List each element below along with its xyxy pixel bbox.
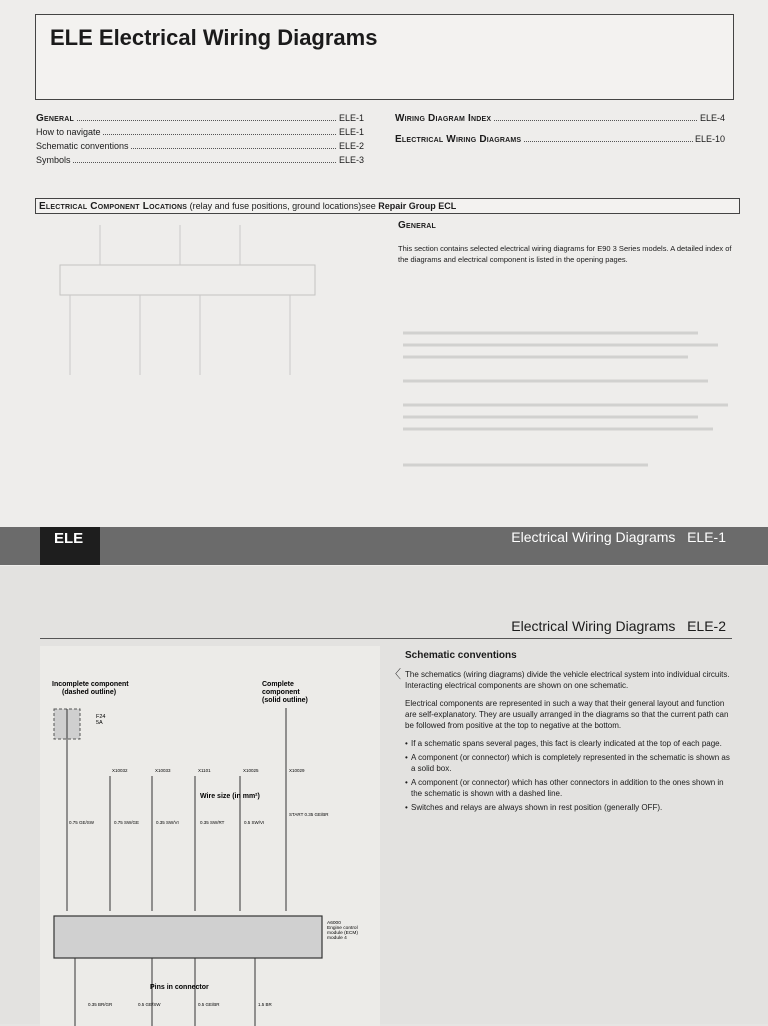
schematic-heading: Schematic conventions (405, 650, 517, 661)
toc-label: General (36, 113, 74, 124)
bullet-item: • A component (or connector) which has other connectors in addition to the ones shown in the schematic is shown with a dashed line. (405, 777, 735, 799)
toc-leader-dots (36, 120, 364, 121)
toc-page: ELE-3 (338, 155, 364, 165)
svg-text:0.5 GE/BR: 0.5 GE/BR (198, 1002, 220, 1007)
page-ele-2 (0, 566, 768, 1024)
component-locations-box (35, 198, 740, 214)
svg-text:0.5 SW/VI: 0.5 SW/VI (244, 820, 265, 825)
svg-text:START 0.35 GE/BR: START 0.35 GE/BR (289, 812, 329, 817)
schematic-conventions (405, 650, 735, 816)
title-box (35, 14, 734, 100)
toc-entry[interactable] (36, 141, 364, 155)
component-locations-heading: Electrical Component Locations (39, 201, 188, 212)
label-wire-size: Wire size (in mm²) (200, 793, 260, 800)
svg-text:X10029: X10029 (289, 768, 305, 773)
svg-text:X10025: X10025 (243, 768, 259, 773)
toc-entry[interactable] (395, 134, 725, 155)
header-rule (40, 638, 732, 639)
svg-text:0.35 BR/GR: 0.35 BR/GR (88, 1002, 113, 1007)
fuse-label: F24 5A (96, 714, 106, 726)
toc-label: Electrical Wiring Diagrams (395, 134, 522, 145)
toc-label: Wiring Diagram Index (395, 113, 492, 124)
toc-leader-dots (36, 162, 364, 163)
bullet-item: • A component (or connector) which is completely represented in the schematic is shown as a solid box. (405, 752, 735, 774)
component-locations-note: (relay and fuse positions, ground locations)see (189, 201, 376, 211)
toc-page: ELE-1 (338, 127, 364, 137)
section-band (0, 527, 768, 565)
label-incomplete: Incomplete component (dashed outline) (52, 681, 129, 696)
svg-text:X10032: X10032 (112, 768, 128, 773)
ecm-module-box (54, 916, 322, 958)
band-page-label: Electrical Wiring Diagrams ELE-1 (511, 529, 726, 545)
svg-text:X1101: X1101 (198, 768, 211, 773)
general-text: This section contains selected electrical wiring diagrams for E90 3 Series models. A detailed index of the diagrams and electrical component is listed in the opening pages. (398, 244, 732, 264)
label-pins: Pins in connector (150, 984, 209, 991)
schematic-example-diagram (40, 646, 380, 1026)
toc-right (395, 113, 725, 155)
toc-entry[interactable] (36, 127, 364, 141)
page2-header: Electrical Wiring Diagrams ELE-2 (511, 618, 726, 634)
toc-entry[interactable] (395, 113, 725, 134)
label-complete: Complete component (solid outline) (262, 681, 308, 704)
toc-label: Symbols (36, 155, 71, 165)
toc-label: Schematic conventions (36, 141, 129, 151)
schematic-para-2: Electrical components are represented in such a way that their general layout and function are self-explanatory. They are usually arranged in the diagrams so that the current path can be followed from positive at the top to negative at the bottom. (405, 699, 729, 730)
svg-text:0.75 GE/SW: 0.75 GE/SW (69, 820, 95, 825)
schematic-para-1: The schematics (wiring diagrams) divide the vehicle electrical system into individual circuits. Interacting electrical components are shown on one schematic. (405, 670, 730, 690)
page-title: ELE Electrical Wiring Diagrams (50, 25, 378, 50)
svg-text:0.35 SW/RT: 0.35 SW/RT (200, 820, 225, 825)
bleed-through-text (398, 325, 733, 495)
toc-label: How to navigate (36, 127, 101, 137)
schematic-bullets (405, 738, 735, 813)
general-heading: General (398, 220, 436, 231)
svg-text:0.35 SW/VI: 0.35 SW/VI (156, 820, 179, 825)
bullet-item: • Switches and relays are always shown in rest position (generally OFF). (405, 802, 735, 813)
svg-text:0.5 GE/SW: 0.5 GE/SW (138, 1002, 161, 1007)
bullet-item: • If a schematic spans several pages, this fact is clearly indicated at the top of each page. (405, 738, 735, 749)
svg-text:1.5 BR: 1.5 BR (258, 1002, 272, 1007)
toc-page: ELE-1 (338, 113, 364, 123)
toc-left (36, 113, 364, 169)
toc-page: ELE-10 (694, 134, 725, 144)
component-locations-ref[interactable]: Repair Group ECL (378, 201, 457, 211)
svg-text:0.75 SW/GE: 0.75 SW/GE (114, 820, 140, 825)
section-tab: ELE (40, 527, 100, 565)
bleed-through-diagram (40, 225, 330, 405)
pointer-icon: 〈 (389, 667, 402, 681)
toc-page: ELE-2 (338, 141, 364, 151)
toc-page: ELE-4 (699, 113, 725, 123)
svg-text:X10033: X10033 (155, 768, 171, 773)
toc-entry[interactable] (36, 113, 364, 127)
toc-entry[interactable] (36, 155, 364, 169)
ecm-label: A6000 Engine control module (ECM) module 4 (327, 921, 358, 941)
